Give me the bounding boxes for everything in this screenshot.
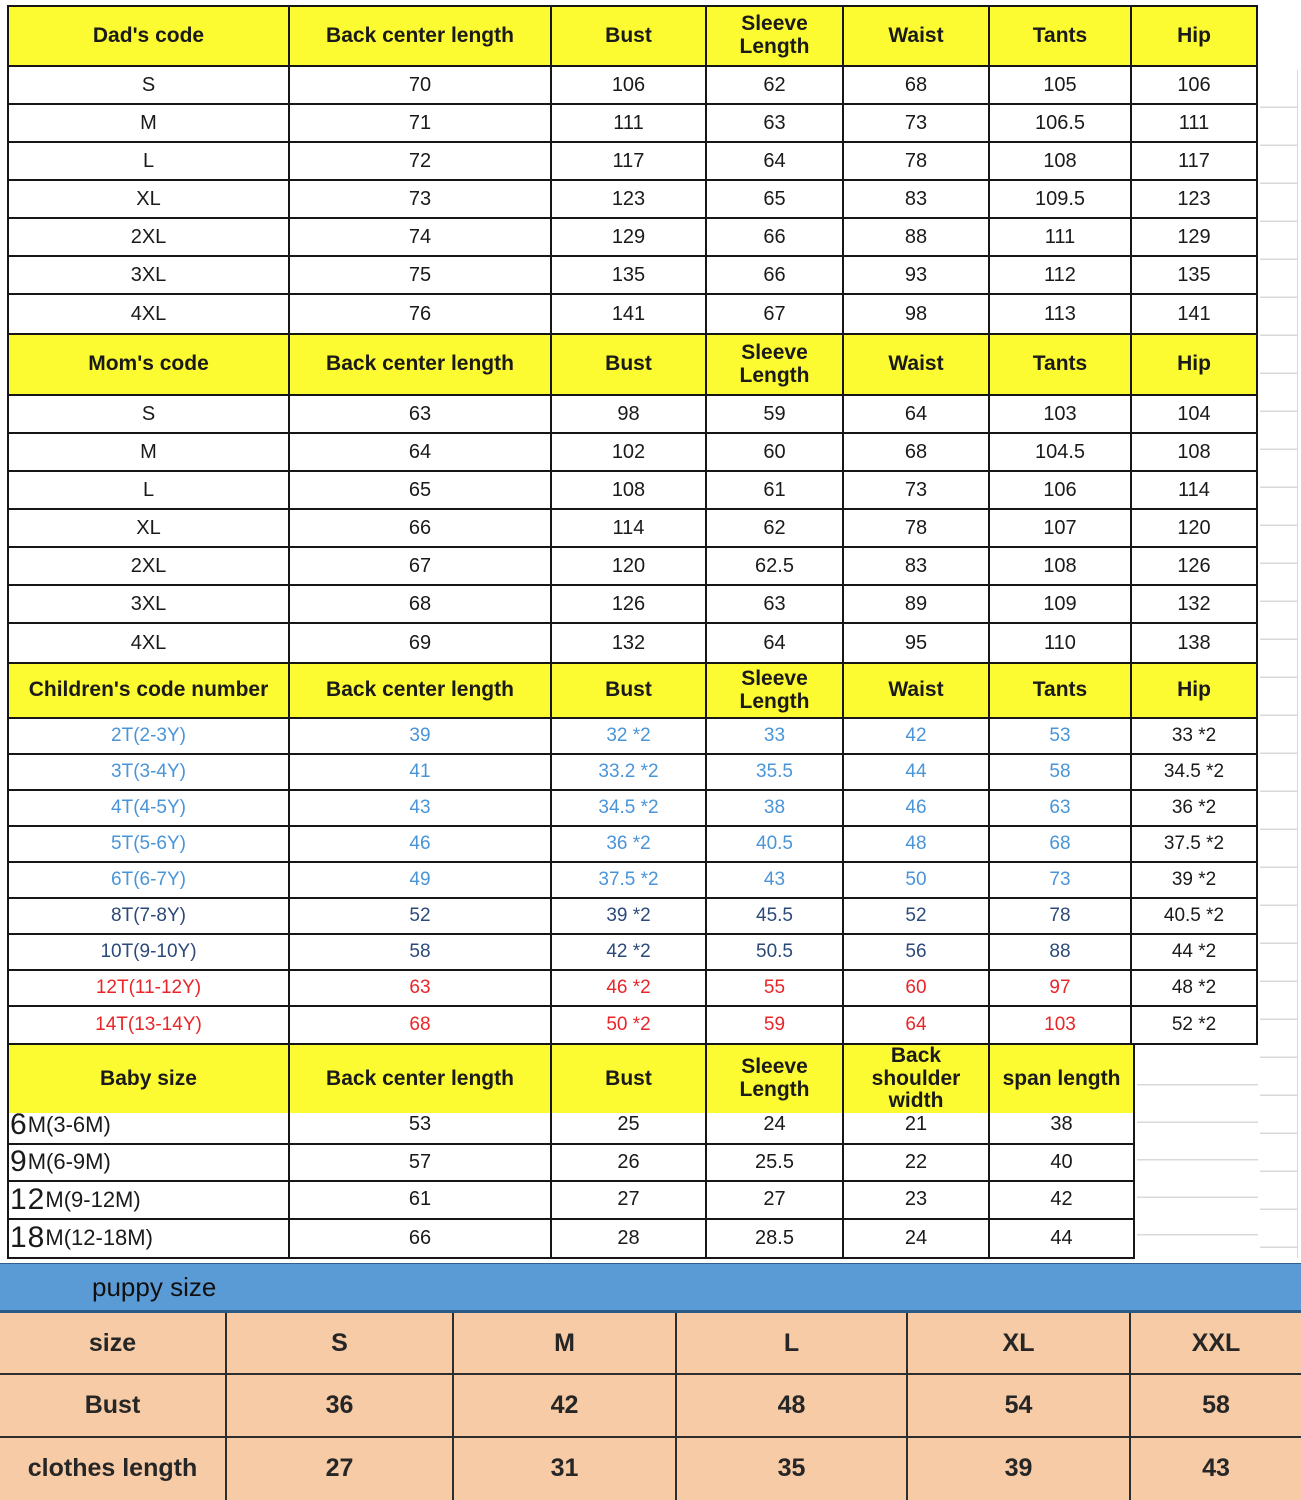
header-sleeve-length: Sleeve Length [707,664,844,717]
table-cell: 54 [908,1375,1131,1435]
table-cell: 55 [707,971,844,1005]
table-row [0,1438,1301,1500]
table-cell: 39 [290,719,552,753]
table-cell: 109 [990,586,1132,622]
hip-cell: 37.5 *2 [1163,833,1225,854]
table-cell: 36 *2 [552,827,707,861]
table-cell: 42 [454,1375,677,1435]
table-cell: 41 [290,755,552,789]
baby-size-rest: M(9-12M) [45,1186,141,1212]
table-cell: 26 [552,1145,707,1181]
table-cell: 62 [707,67,844,103]
table-cell: 114 [552,510,707,546]
baby-size-code-cell [9,1220,290,1258]
table-cell: 83 [844,181,990,217]
header-hip: Hip [1132,7,1256,65]
table-cell: 98 [844,295,990,333]
children-size-table [7,662,1258,1045]
table-row [9,791,1256,827]
table-cell: 43 [707,863,844,897]
header-hip: Hip [1132,664,1256,717]
table-cell: 27 [552,1182,707,1218]
table-cell: 66 [290,1220,552,1258]
table-cell: 46 *2 [552,971,707,1005]
table-cell: 57 [290,1145,552,1181]
dad-size-table [7,5,1258,335]
baby-size-table [7,1043,1135,1259]
table-cell: 117 [552,143,707,179]
puppy-size-banner [0,1263,1301,1313]
table-cell: M [454,1313,677,1373]
table-cell: 35 [677,1438,908,1500]
table-cell: 24 [707,1107,844,1143]
puppy-row-label-cell: clothes length [0,1438,227,1500]
table-cell: 28 [552,1220,707,1258]
size-code-cell: 12T(11-12Y) [9,971,290,1005]
size-code-cell: 14T(13-14Y) [9,1007,290,1043]
table-cell: 120 [552,548,707,584]
table-cell: 50 [844,863,990,897]
size-code-cell: 2XL [9,219,290,255]
table-cell: 93 [844,257,990,293]
table-cell: 63 [707,105,844,141]
header-waist: Waist [844,335,990,394]
table-cell: 111 [552,105,707,141]
header-back-center-length: Back center length [290,1045,552,1113]
table-cell: 22 [844,1145,990,1181]
table-row [9,257,1256,295]
puppy-size-banner-label: puppy size [92,1271,217,1302]
table-cell: 40 [1050,1150,1073,1173]
table-cell: 106 [1177,73,1211,96]
spreadsheet-margin-gridlines [1260,70,1298,1258]
table-cell: 132 [552,624,707,662]
table-cell: 141 [1177,302,1211,325]
table-cell: 71 [290,105,552,141]
table-row [9,67,1256,105]
baby-size-code-cell [9,1107,290,1143]
baby-table-side-gridlines [1137,1048,1258,1257]
header-sleeve-length: Sleeve Length [707,7,844,65]
table-cell: 56 [844,935,990,969]
table-row [9,935,1256,971]
size-code-cell: XL [9,181,290,217]
table-cell: 42 [844,719,990,753]
table-cell: 64 [707,624,844,662]
table-row [9,863,1256,899]
table-cell: 126 [552,586,707,622]
table-cell: 76 [290,295,552,333]
table-cell: 108 [1177,440,1211,463]
table-cell: 32 *2 [552,719,707,753]
table-cell: 108 [990,548,1132,584]
baby-size-rest: M(12-18M) [45,1225,153,1251]
table-cell: 64 [844,396,990,432]
hip-cell: 48 *2 [1171,977,1217,998]
table-cell: 129 [1177,225,1211,248]
table-cell: 120 [1177,516,1211,539]
table-cell: 68 [290,586,552,622]
table-cell: 138 [1177,631,1211,654]
table-cell: L [677,1313,908,1373]
table-cell: 74 [290,219,552,255]
baby-size-rest: M(3-6M) [27,1111,111,1137]
table-row [9,586,1256,624]
table-cell: 78 [844,143,990,179]
table-cell: 63 [990,791,1132,825]
table-cell: 106 [990,472,1132,508]
table-cell: 78 [844,510,990,546]
table-cell: 42 [1050,1188,1073,1211]
table-cell: 72 [290,143,552,179]
table-cell: 103 [990,396,1132,432]
size-code-cell: 4XL [9,295,290,333]
table-cell: 107 [990,510,1132,546]
size-code-cell: L [9,472,290,508]
size-code-cell: 6T(6-7Y) [9,863,290,897]
table-cell: 44 [844,755,990,789]
table-cell: 50 *2 [552,1007,707,1043]
table-cell: 95 [844,624,990,662]
table-cell: 45.5 [707,899,844,933]
dad-header-row [9,7,1256,67]
table-cell: 111 [1178,111,1210,134]
header-baby-size: Baby size [9,1045,290,1113]
table-cell: 67 [707,295,844,333]
baby-size-code-cell [9,1145,290,1181]
table-cell: 31 [454,1438,677,1500]
table-cell: 126 [1177,554,1211,577]
table-cell: 68 [844,67,990,103]
header-bust: Bust [552,664,707,717]
table-cell: 64 [290,434,552,470]
table-cell: 58 [290,935,552,969]
table-cell: 44 [1050,1226,1073,1249]
table-row [9,719,1256,755]
table-cell: 75 [290,257,552,293]
table-row [9,755,1256,791]
table-cell: 64 [707,143,844,179]
table-cell: 105 [990,67,1132,103]
table-row [9,181,1256,219]
size-code-cell: 2T(2-3Y) [9,719,290,753]
table-cell: 64 [844,1007,990,1043]
header-hip: Hip [1132,335,1256,394]
header-tants: Tants [990,664,1132,717]
table-cell: S [227,1313,454,1373]
table-cell: 37.5 *2 [552,863,707,897]
hip-cell: 44 *2 [1171,941,1217,962]
table-cell: 53 [990,719,1132,753]
table-row [9,396,1256,434]
table-cell: 97 [990,971,1132,1005]
size-code-cell: S [9,396,290,432]
table-cell: 123 [552,181,707,217]
table-cell: 89 [844,586,990,622]
table-cell: 62.5 [707,548,844,584]
table-cell: 59 [707,396,844,432]
table-cell: 112 [990,257,1132,293]
hip-cell: 33 *2 [1171,725,1217,746]
hip-cell: 40.5 *2 [1163,905,1225,926]
table-cell: 33.2 *2 [552,755,707,789]
table-row [0,1313,1301,1375]
table-cell: XL [908,1313,1131,1373]
table-cell: 66 [707,219,844,255]
table-cell: 23 [844,1182,990,1218]
baby-size-big-number: 9 [10,1145,28,1179]
header-bust: Bust [552,335,707,394]
table-cell: 36 [227,1375,454,1435]
header-bust: Bust [552,1045,707,1113]
table-cell: 50.5 [707,935,844,969]
table-row [9,295,1256,333]
table-row [9,1220,1133,1258]
size-code-cell: 3XL [9,586,290,622]
table-cell: 24 [844,1220,990,1258]
table-cell: 38 [707,791,844,825]
baby-header-row [9,1044,1133,1113]
header-bust: Bust [552,7,707,65]
table-cell: 46 [290,827,552,861]
header-tants: Tants [990,335,1132,394]
table-cell: 98 [552,396,707,432]
size-code-cell: S [9,67,290,103]
mom-header-row [9,335,1256,396]
mom-size-table [7,333,1258,664]
table-cell: 68 [290,1007,552,1043]
table-cell: 108 [552,472,707,508]
size-code-cell: 10T(9-10Y) [9,935,290,969]
table-cell: 68 [990,827,1132,861]
table-cell: 39 [908,1438,1131,1500]
table-cell: 65 [290,472,552,508]
puppy-row-label-cell: size [0,1313,227,1373]
table-row [0,1375,1301,1437]
table-cell: 66 [707,257,844,293]
table-cell: 35.5 [707,755,844,789]
table-row [9,827,1256,863]
table-cell: 52 [290,899,552,933]
table-cell: 58 [990,755,1132,789]
table-cell: 27 [707,1182,844,1218]
table-cell: 63 [290,971,552,1005]
table-row [9,548,1256,586]
hip-cell: 36 *2 [1171,797,1217,818]
size-code-cell: XL [9,510,290,546]
table-row [9,434,1256,472]
table-cell: 66 [290,510,552,546]
table-cell: 39 *2 [552,899,707,933]
header-childrens-code-number: Children's code number [9,664,290,717]
header-sleeve-length: Sleeve Length [707,335,844,394]
table-cell: 48 [677,1375,908,1435]
table-cell: 70 [290,67,552,103]
table-cell: 25 [552,1107,707,1143]
table-cell: 123 [1177,187,1211,210]
table-cell: 73 [990,863,1132,897]
table-cell: 52 [844,899,990,933]
table-cell: 106 [552,67,707,103]
table-row [9,624,1256,662]
table-cell: 42 *2 [552,935,707,969]
table-cell: 60 [707,434,844,470]
table-row [9,1182,1133,1220]
table-cell: 113 [990,295,1132,333]
table-cell: 48 [844,827,990,861]
table-cell: 73 [844,105,990,141]
baby-size-big-number: 18 [10,1221,46,1255]
header-back-center-length: Back center length [290,664,552,717]
table-cell: 69 [290,624,552,662]
table-cell: 68 [844,434,990,470]
table-cell: 58 [1202,1390,1230,1419]
header-back-center-length: Back center length [290,7,552,65]
size-code-cell: M [9,105,290,141]
table-cell: 43 [290,791,552,825]
table-cell: 108 [990,143,1132,179]
table-row [9,510,1256,548]
baby-size-code-cell [9,1182,290,1218]
table-cell: 109.5 [990,181,1132,217]
size-code-cell: 5T(5-6Y) [9,827,290,861]
table-cell: XXL [1191,1328,1241,1357]
table-cell: 114 [1178,478,1210,501]
table-cell: 110 [990,624,1132,662]
table-cell: 53 [290,1107,552,1143]
table-row [9,105,1256,143]
table-cell: 78 [990,899,1132,933]
table-row [9,899,1256,935]
hip-cell: 39 *2 [1171,869,1217,890]
size-code-cell: 4XL [9,624,290,662]
baby-size-rest: M(6-9M) [27,1149,111,1175]
table-row [9,219,1256,257]
table-row [9,472,1256,510]
table-cell: 25.5 [707,1145,844,1181]
table-cell: 117 [1178,149,1210,172]
size-code-cell: L [9,143,290,179]
table-cell: 104 [1177,402,1211,425]
table-row [9,143,1256,181]
hip-cell: 52 *2 [1171,1014,1217,1035]
table-cell: 73 [844,472,990,508]
table-cell: 38 [1050,1113,1073,1136]
table-cell: 88 [844,219,990,255]
table-cell: 67 [290,548,552,584]
table-cell: 102 [552,434,707,470]
header-span-length: span length [990,1045,1133,1113]
baby-size-big-number: 12 [10,1182,46,1216]
table-row [9,971,1256,1007]
table-row [9,1007,1256,1043]
header-moms-code: Mom's code [9,335,290,394]
size-code-cell: M [9,434,290,470]
size-code-cell: 8T(7-8Y) [9,899,290,933]
puppy-row-label-cell: Bust [0,1375,227,1435]
table-cell: 63 [290,396,552,432]
header-tants: Tants [990,7,1132,65]
table-cell: 111 [990,219,1132,255]
table-cell: 27 [227,1438,454,1500]
size-code-cell: 3T(3-4Y) [9,755,290,789]
table-cell: 135 [1177,263,1211,286]
table-cell: 43 [1202,1454,1230,1483]
header-back-shoulder-width: Back shoulder width [844,1045,990,1113]
header-sleeve-length: Sleeve Length [707,1045,844,1113]
hip-cell: 34.5 *2 [1163,761,1225,782]
header-dads-code: Dad's code [9,7,290,65]
header-waist: Waist [844,664,990,717]
table-row [9,1145,1133,1183]
table-cell: 141 [552,295,707,333]
table-cell: 40.5 [707,827,844,861]
size-code-cell: 4T(4-5Y) [9,791,290,825]
header-back-center-length: Back center length [290,335,552,394]
baby-size-big-number: 6 [10,1107,28,1141]
table-cell: 63 [707,586,844,622]
size-tables [7,5,1258,1259]
table-cell: 61 [290,1182,552,1218]
table-cell: 59 [707,1007,844,1043]
table-cell: 132 [1177,592,1211,615]
table-cell: 46 [844,791,990,825]
table-cell: 65 [707,181,844,217]
table-cell: 34.5 *2 [552,791,707,825]
table-row [9,1107,1133,1145]
table-cell: 83 [844,548,990,584]
children-header-row [9,664,1256,719]
table-cell: 73 [290,181,552,217]
table-cell: 106.5 [990,105,1132,141]
header-waist: Waist [844,7,990,65]
table-cell: 129 [552,219,707,255]
table-cell: 28.5 [707,1220,844,1258]
size-code-cell: 3XL [9,257,290,293]
size-code-cell: 2XL [9,548,290,584]
puppy-size-table [0,1313,1301,1500]
table-cell: 62 [707,510,844,546]
table-cell: 21 [844,1107,990,1143]
table-cell: 60 [844,971,990,1005]
table-cell: 33 [707,719,844,753]
table-cell: 135 [552,257,707,293]
table-cell: 61 [707,472,844,508]
table-cell: 103 [990,1007,1132,1043]
table-cell: 104.5 [990,434,1132,470]
table-cell: 49 [290,863,552,897]
table-cell: 88 [990,935,1132,969]
